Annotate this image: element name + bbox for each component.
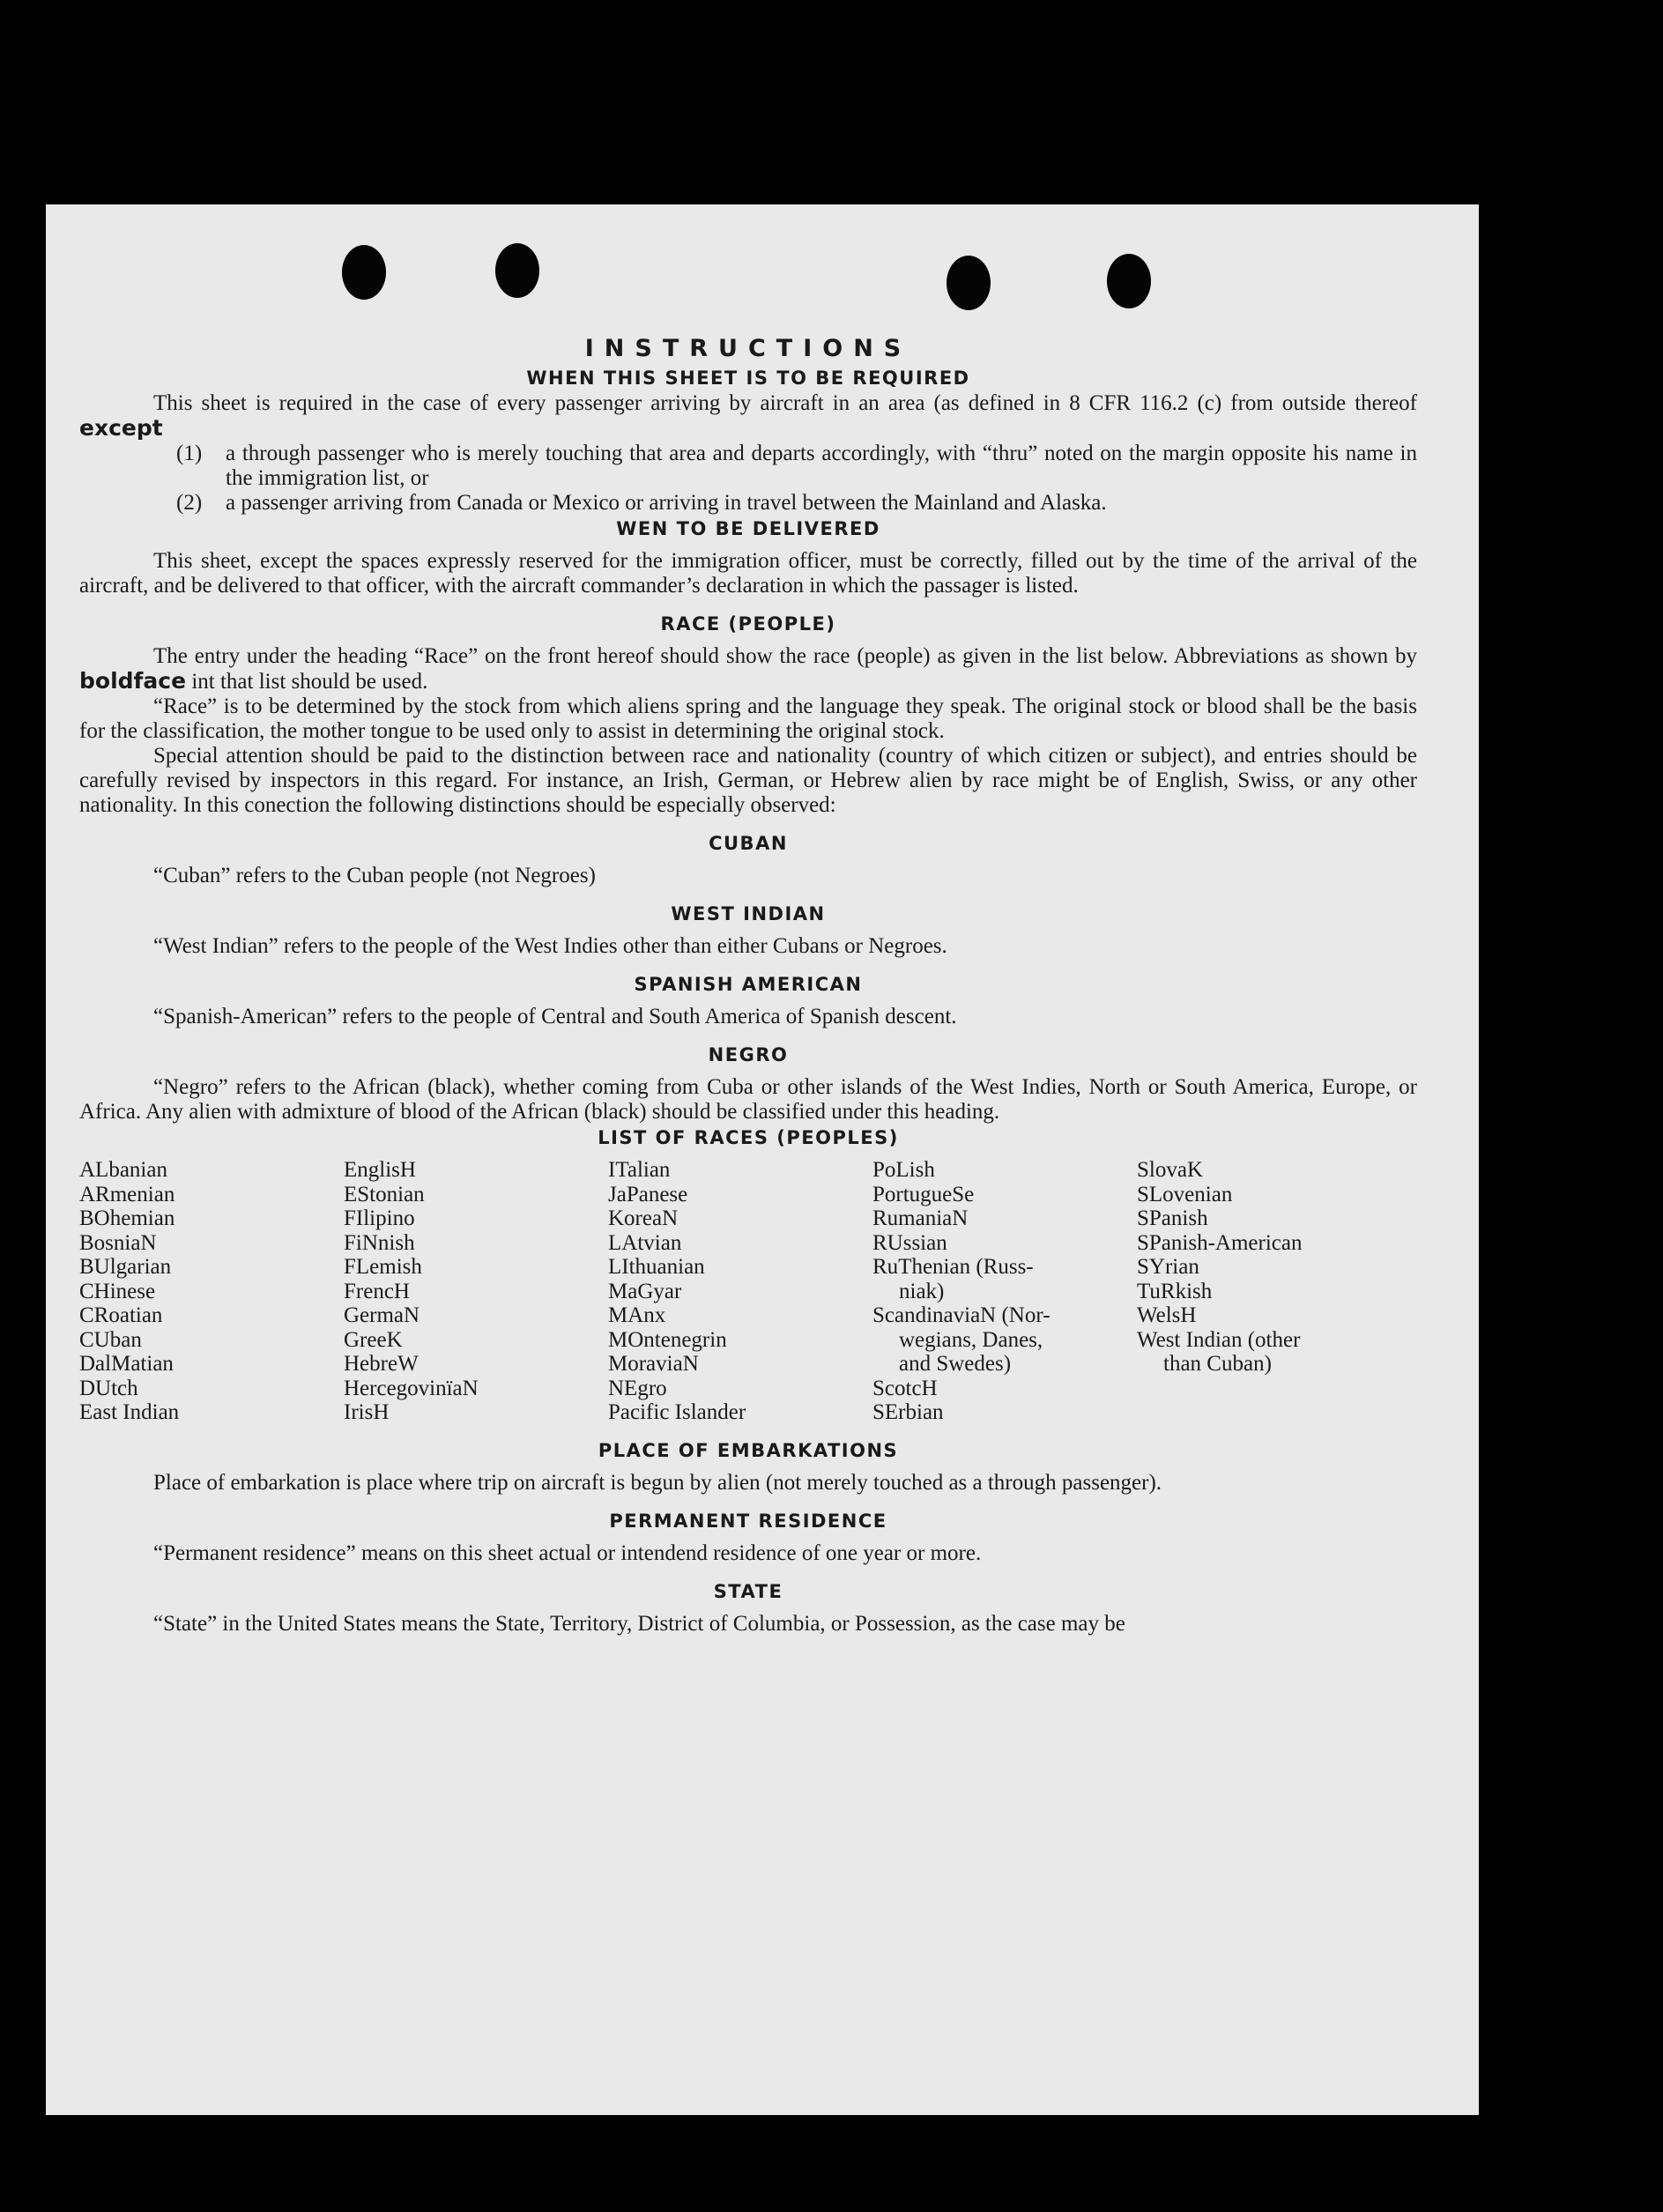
race-entry: RUssian [872, 1230, 947, 1255]
race-entry: RumaniaN [872, 1206, 969, 1230]
heading-required: WHEN THIS SHEET IS TO BE REQUIRED [526, 367, 970, 389]
race-entry: CUban [79, 1327, 142, 1352]
exception-item: (2) a passenger arriving from Canada or Mexico or arriving in travel between the Mainland and Alaska. [176, 491, 1107, 515]
delivered-text: This sheet, except the spaces expressly reserved for the immigration officer, must be correctly, filled out by the time of the arrival of the aircraft, and be delivered to that officer, with the aircraft commander’s declaration in which the passager is listed. [79, 549, 1417, 598]
except-word: except [79, 415, 163, 441]
race-entry: RuThenian (Russ- [872, 1255, 1034, 1279]
page-title: INSTRUCTIONS [584, 335, 912, 362]
races-column [79, 1158, 344, 1425]
race-entry: PoLish [872, 1158, 935, 1182]
heading-races-list: LIST OF RACES (PEOPLES) [598, 1127, 899, 1148]
instruction-sheet [46, 204, 1479, 2115]
race-entry: FrencH [344, 1279, 410, 1303]
heading-cuban: CUBAN [709, 833, 788, 854]
race-entry: ScotcH [872, 1376, 938, 1400]
race-entry: TuRkish [1137, 1279, 1213, 1303]
race-entry: SYrian [1137, 1255, 1199, 1279]
race-entry: FLemish [344, 1255, 422, 1279]
races-column [608, 1158, 872, 1425]
race-entry: BosniaN [79, 1230, 157, 1255]
races-column [1137, 1158, 1401, 1425]
race-paragraph-3: Special attention should be paid to the distinction between race and nationality (country of which citizen or subject), and entries should be carefully revised by inspectors in this regard. For instance, an Irish, German, or Hebrew alien by race might be of English, Swiss, or any other nationality. In this conection the following distinctions should be especially observed: [79, 744, 1417, 817]
race-entry: MOntenegrin [608, 1327, 727, 1352]
negro-text: “Negro” refers to the African (black), whether coming from Cuba or other islands of the West Indies, North or South America, Europe, or Africa. Any alien with admixture of blood of the African (black) should be classified under this heading. [79, 1075, 1417, 1124]
race-entry: IrisH [344, 1400, 390, 1424]
required-intro: This sheet is required in the case of every passenger arriving by aircraft in an area (as defined in 8 CFR 116.2 (c) from outside thereof except [79, 391, 1417, 441]
race-entry: MoraviaN [608, 1352, 699, 1376]
race-entry: SlovaK [1137, 1158, 1203, 1182]
heading-delivered: WEN TO BE DELIVERED [616, 518, 880, 539]
race-entry: East Indian [79, 1400, 180, 1424]
race-entry: LIthuanian [608, 1255, 705, 1279]
heading-negro: NEGRO [708, 1044, 789, 1065]
race-entry: than Cuban) [1163, 1352, 1272, 1376]
races-list [79, 1158, 1417, 1425]
race-entry: SPanish [1137, 1206, 1208, 1230]
race-entry: PortugueSe [872, 1182, 975, 1206]
race-entry: ARmenian [79, 1182, 175, 1206]
embarkation-text: Place of embarkation is place where trip on aircraft is begun by alien (not merely touched as a through passenger). [153, 1470, 1162, 1495]
race-entry: WelsH [1137, 1303, 1197, 1327]
race-entry: CRoatian [79, 1303, 163, 1327]
heading-residence: PERMANENT RESIDENCE [609, 1510, 887, 1532]
residence-text: “Permanent residence” means on this sheet actual or intendend residence of one year or more. [153, 1540, 982, 1565]
race-entry: LAtvian [608, 1230, 682, 1255]
race-entry: niak) [899, 1279, 945, 1303]
race-entry: DUtch [79, 1376, 138, 1400]
race-entry: HercegovinïaN [344, 1376, 479, 1400]
race-entry: and Swedes) [899, 1352, 1012, 1376]
exception-item: (1) a through passenger who is merely touching that area and departs accordingly, with “thru” noted on the margin opposite his name in the immigration list, or [176, 442, 1417, 490]
heading-west-indian: WEST INDIAN [671, 903, 826, 924]
race-entry: BUlgarian [79, 1255, 172, 1279]
heading-state: STATE [713, 1580, 783, 1602]
race-entry: SLovenian [1137, 1182, 1233, 1206]
race-entry: ITalian [608, 1158, 671, 1182]
race-entry: ScandinaviaN (Nor- [872, 1303, 1051, 1327]
race-entry: ALbanian [79, 1158, 167, 1182]
boldface-word: boldface [79, 668, 187, 694]
heading-race: RACE (PEOPLE) [660, 613, 836, 635]
spanish-american-text: “Spanish-American” refers to the people of Central and South America of Spanish descent. [153, 1005, 957, 1028]
race-entry: Pacific Islander [608, 1400, 746, 1424]
heading-spanish-american: SPANISH AMERICAN [634, 974, 863, 995]
punch-hole [947, 256, 991, 310]
race-entry: CHinese [79, 1279, 156, 1303]
races-column [872, 1158, 1137, 1425]
punch-hole [342, 245, 386, 300]
race-entry: NEgro [608, 1376, 667, 1400]
race-entry: BOhemian [79, 1206, 175, 1230]
race-entry: MaGyar [608, 1279, 682, 1303]
race-entry: FIlipino [344, 1206, 415, 1230]
race-entry: JaPanese [608, 1182, 688, 1206]
punch-hole [1107, 254, 1151, 308]
race-entry: MAnx [608, 1303, 666, 1327]
cuban-text: “Cuban” refers to the Cuban people (not Negroes) [153, 864, 596, 887]
punch-hole [495, 243, 539, 298]
document-body [79, 333, 1417, 1637]
state-text: “State” in the United States means the State, Territory, District of Columbia, or Possession, as the case may be [153, 1611, 1125, 1636]
race-entry: DalMatian [79, 1352, 174, 1376]
race-entry: FiNnish [344, 1230, 415, 1255]
race-entry: KoreaN [608, 1206, 679, 1230]
race-entry: West Indian (other [1137, 1327, 1301, 1352]
race-entry: SErbian [872, 1400, 944, 1424]
race-entry: HebreW [344, 1352, 419, 1376]
race-entry: SPanish-American [1137, 1230, 1303, 1255]
race-entry: EnglisH [344, 1158, 416, 1182]
race-entry: wegians, Danes, [899, 1327, 1043, 1352]
race-entry: GermaN [344, 1303, 420, 1327]
race-entry: GreeK [344, 1327, 403, 1352]
heading-embarkation: PLACE OF EMBARKATIONS [598, 1439, 899, 1461]
races-column [344, 1158, 608, 1425]
west-indian-text: “West Indian” refers to the people of the West Indies other than either Cubans or Negroes. [153, 934, 947, 958]
race-paragraph-1: The entry under the heading “Race” on the front hereof should show the race (people) as given in the list below. Abbreviations as shown by boldface int that list should be used. [79, 644, 1417, 694]
race-paragraph-2: “Race” is to be determined by the stock from which aliens spring and the language they speak. The original stock or blood shall be the basis for the classification, the mother tongue to be used only to assist in determining the original stock. [79, 694, 1417, 743]
race-entry: EStonian [344, 1182, 425, 1206]
